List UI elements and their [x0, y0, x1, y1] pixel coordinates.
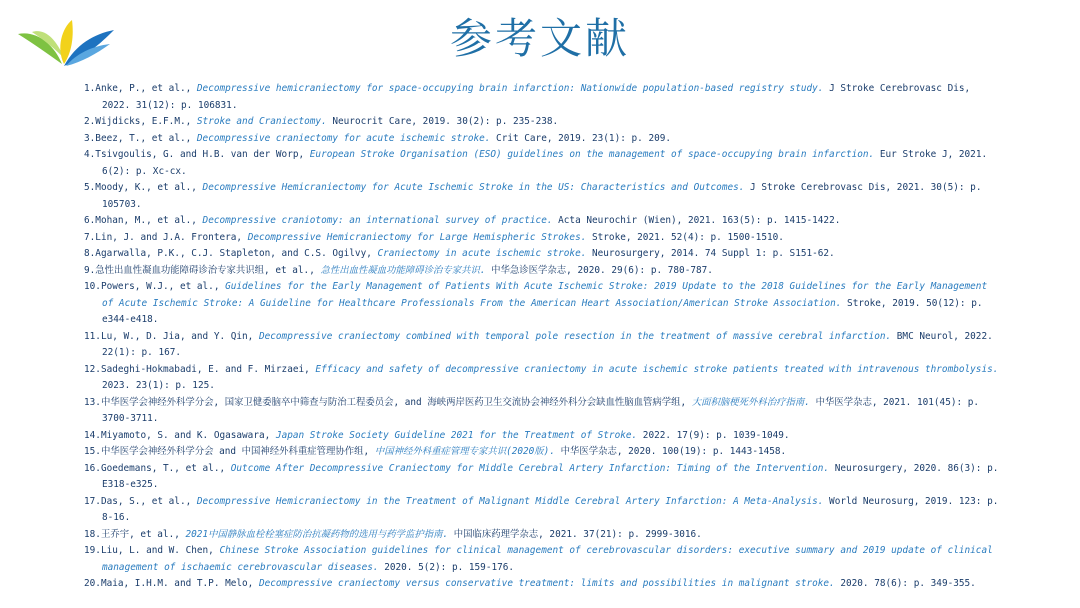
reference-item	[84, 246, 999, 263]
reference-number: 18.	[84, 528, 101, 540]
reference-title: Chinese Stroke Association guidelines for clinical management of cerebrovascular disorders: executive summary and 2019 update of clinical management of ischaemic cerebrovascular diseases.	[102, 545, 993, 573]
reference-number: 9.	[84, 264, 96, 276]
reference-authors: 王乔宇, et al.,	[100, 528, 186, 540]
reference-item	[84, 428, 999, 445]
reference-authors: Maia, I.H.M. and T.P. Melo,	[100, 578, 259, 589]
reference-authors: Sadeghi-Hokmabadi, E. and F. Mirzaei,	[100, 363, 316, 375]
reference-item	[84, 230, 999, 247]
reference-title: Outcome After Decompressive Craniectomy for Middle Cerebral Artery Infarction: Timing of the Intervention.	[230, 462, 830, 474]
reference-source: Stroke, 2021. 52(4): p. 1500-1510.	[586, 231, 784, 243]
reference-number: 13.	[84, 396, 101, 408]
reference-number: 14.	[84, 429, 101, 441]
reference-source: 中国临床药理学杂志, 2021. 37(21): p. 2999-3016.	[448, 528, 702, 540]
reference-number: 3.	[84, 132, 96, 144]
reference-title: Decompressive Hemicraniectomy in the Treatment of Malignant Middle Cerebral Artery Infarction: A Meta-Analysis.	[196, 495, 824, 507]
reference-number: 12.	[84, 363, 101, 375]
reference-authors: Goedemans, T., et al.,	[100, 462, 231, 474]
reference-source: Neurosurgery, 2014. 74 Suppl 1: p. S151-62.	[586, 248, 835, 259]
reference-number: 19.	[84, 545, 101, 556]
reference-title: 急性出血性凝血功能障碍诊治专家共识.	[320, 264, 486, 276]
reference-source: Stroke, 2019. 50(12): p. e344-e418.	[102, 297, 983, 325]
reference-title: 2021中国静脉血栓栓塞症防治抗凝药物的选用与药学监护指南.	[185, 528, 449, 540]
reference-item	[84, 81, 999, 114]
reference-title: Decompressive craniectomy combined with temporal pole resection in the treatment of massive cerebral infarction.	[258, 330, 892, 342]
reference-number: 15.	[84, 446, 101, 457]
reference-source: 2020. 5(2): p. 159-176.	[378, 561, 515, 573]
reference-source: J Stroke Cerebrovasc Dis, 2022. 31(12): p. 106831.	[102, 83, 971, 111]
reference-authors: Powers, W.J., et al.,	[100, 281, 226, 292]
reference-item	[84, 395, 999, 428]
reference-authors: 急性出血性凝血功能障碍诊治专家共识组, et al.,	[95, 264, 321, 276]
reference-number: 1.	[84, 83, 96, 94]
reference-item	[84, 279, 999, 329]
reference-number: 7.	[84, 231, 96, 243]
reference-title: Decompressive Hemicraniectomy for Large Hemispheric Strokes.	[247, 231, 587, 243]
reference-source: Eur Stroke J, 2021. 6(2): p. Xc-cx.	[102, 149, 988, 177]
reference-item	[84, 131, 999, 148]
reference-authors: Mohan, M., et al.,	[95, 215, 203, 226]
reference-title: Guidelines for the Early Management of Patients With Acute Ischemic Stroke: 2019 Update to the 2018 Guidelines for the Early Management of Acute Ischemic Stroke: A Guideline for Healthcare Professionals From the American Heart Association/American Stroke Association.	[102, 281, 988, 309]
reference-title: Decompressive craniectomy versus conservative treatment: limits and possibilities in malignant stroke.	[258, 578, 835, 589]
reference-item	[84, 543, 999, 576]
reference-title: Japan Stroke Society Guideline 2021 for the Treatment of Stroke.	[275, 429, 638, 441]
reference-source: 2023. 23(1): p. 125.	[102, 380, 215, 391]
reference-title: Efficacy and safety of decompressive craniectomy in acute ischemic stroke patients treated with intravenous thrombolysis.	[315, 363, 999, 375]
reference-authors: 中华医学会神经外科学分会, 国家卫健委脑卒中筛查与防治工程委员会, and 海峡两岸医药卫生交流协会神经外科分会缺血性脑血管病学组,	[100, 396, 692, 408]
reference-source: Neurosurgery, 2020. 86(3): p. E318-e325.	[102, 462, 999, 490]
reference-source: 中华医学杂志, 2021. 101(45): p. 3700-3711.	[102, 396, 980, 424]
reference-authors: Agarwalla, P.K., C.J. Stapleton, and C.S. Ogilvy,	[95, 248, 378, 259]
reference-authors: Wijdicks, E.F.M.,	[95, 116, 197, 127]
reference-item	[84, 329, 999, 362]
reference-source: BMC Neurol, 2022. 22(1): p. 167.	[102, 330, 993, 358]
reference-number: 17.	[84, 495, 101, 507]
reference-item	[84, 362, 999, 395]
reference-source: 中华急诊医学杂志, 2020. 29(6): p. 780-787.	[485, 264, 713, 276]
reference-title: Craniectomy in acute ischemic stroke.	[377, 248, 587, 259]
reference-title: Stroke and Craniectomy.	[196, 116, 327, 127]
reference-item	[84, 444, 999, 461]
reference-item	[84, 527, 999, 544]
reference-item	[84, 213, 999, 230]
reference-authors: Beez, T., et al.,	[95, 132, 197, 144]
reference-number: 16.	[84, 462, 101, 474]
reference-authors: 中华医学会神经外科学分会 and 中国神经外科重症管理协作组,	[100, 446, 375, 457]
reference-authors: Tsivgoulis, G. and H.B. van der Worp,	[95, 149, 310, 160]
reference-source: J Stroke Cerebrovasc Dis, 2021. 30(5): p. 105703.	[102, 182, 982, 210]
reference-item	[84, 263, 999, 280]
reference-number: 6.	[84, 215, 96, 226]
reference-number: 11.	[84, 330, 101, 342]
reference-list	[84, 81, 999, 593]
reference-authors: Lin, J. and J.A. Frontera,	[95, 231, 248, 243]
reference-title: 中国神经外科重症管理专家共识(2020版).	[374, 446, 555, 457]
reference-authors: Miyamoto, S. and K. Ogasawara,	[100, 429, 276, 441]
reference-authors: Lu, W., D. Jia, and Y. Qin,	[100, 330, 259, 342]
reference-source: 2022. 17(9): p. 1039-1049.	[637, 429, 790, 441]
reference-title: Decompressive hemicraniectomy for space-occupying brain infarction: Nationwide population-based registry study.	[196, 83, 824, 94]
reference-number: 8.	[84, 248, 96, 259]
reference-authors: Das, S., et al.,	[100, 495, 197, 507]
reference-item	[84, 461, 999, 494]
reference-authors: Moody, K., et al.,	[95, 182, 203, 193]
reference-number: 4.	[84, 149, 96, 160]
reference-number: 20.	[84, 578, 101, 589]
reference-source: Neurocrit Care, 2019. 30(2): p. 235-238.	[326, 116, 559, 127]
reference-source: Crit Care, 2019. 23(1): p. 209.	[490, 132, 672, 144]
reference-authors: Liu, L. and W. Chen,	[100, 545, 220, 556]
reference-title: Decompressive craniotomy: an international survey of practice.	[202, 215, 553, 226]
reference-title: European Stroke Organisation (ESO) guidelines on the management of space-occupying brain infarction.	[309, 149, 875, 160]
reference-source: 中华医学杂志, 2020. 100(19): p. 1443-1458.	[554, 446, 787, 457]
reference-number: 10.	[84, 281, 101, 292]
reference-number: 2.	[84, 116, 96, 127]
reference-source: 2020. 78(6): p. 349-355.	[834, 578, 976, 589]
reference-source: Acta Neurochir (Wien), 2021. 163(5): p. 1415-1422.	[552, 215, 841, 226]
reference-title: Decompressive craniectomy for acute ischemic stroke.	[196, 132, 491, 144]
reference-item	[84, 180, 999, 213]
reference-title: 大面积脑梗死外科治疗指南.	[691, 396, 810, 408]
reference-item	[84, 114, 999, 131]
reference-item	[84, 494, 999, 527]
reference-title: Decompressive Hemicraniectomy for Acute Ischemic Stroke in the US: Characteristics and Outcomes.	[202, 182, 745, 193]
reference-source: World Neurosurg, 2019. 123: p. 8-16.	[102, 495, 999, 523]
page-title: 参考文献	[449, 14, 630, 63]
reference-authors: Anke, P., et al.,	[95, 83, 197, 94]
reference-item	[84, 576, 999, 593]
reference-number: 5.	[84, 182, 96, 193]
reference-item	[84, 147, 999, 180]
